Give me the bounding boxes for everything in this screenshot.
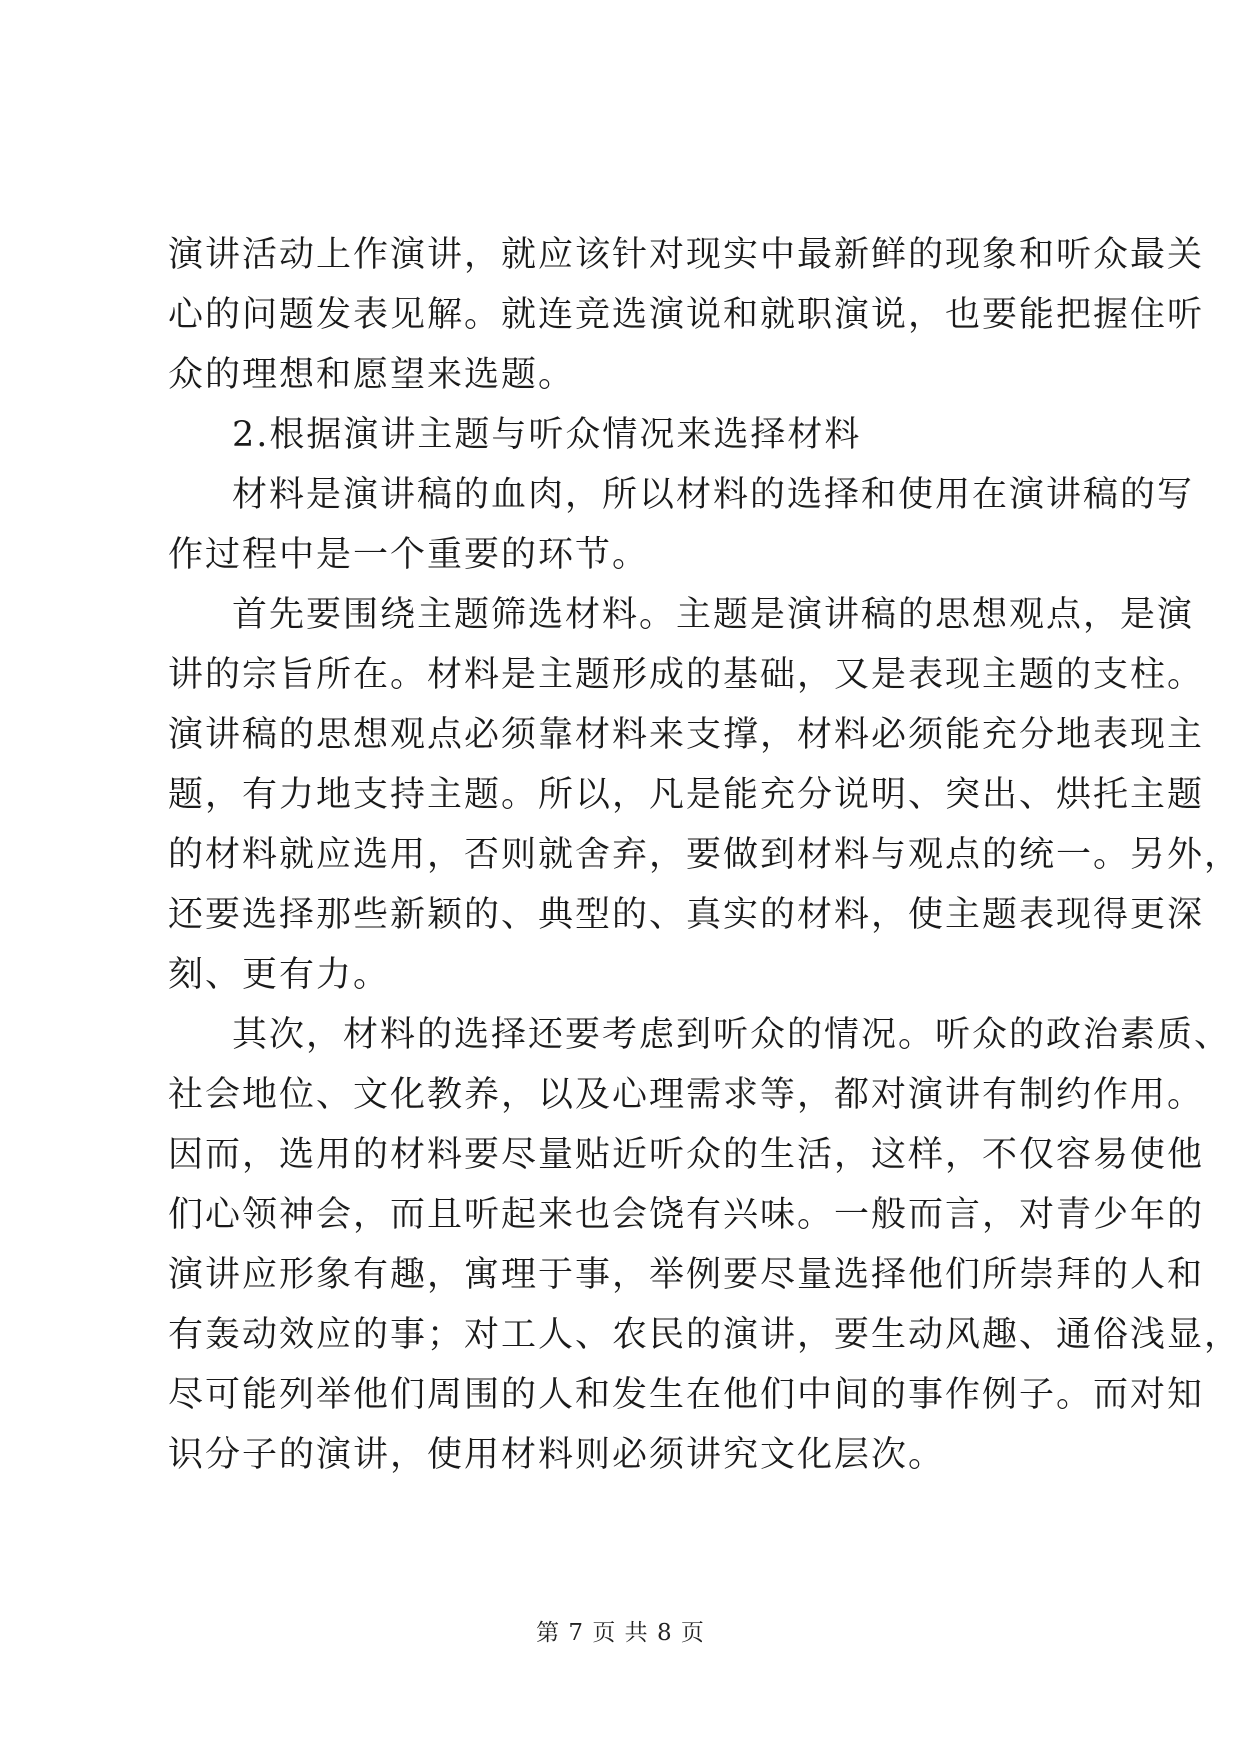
page-number-footer: 第 7 页 共 8 页 (536, 1620, 705, 1646)
text-line: 的材料就应选用，否则就舍弃，要做到材料与观点的统一。另外， (168, 835, 1241, 875)
text-line: 演讲活动上作演讲，就应该针对现实中最新鲜的现象和听众最关 (168, 235, 1205, 275)
text-line: 们心领神会，而且听起来也会饶有兴味。一般而言，对青少年的 (168, 1195, 1205, 1235)
text-line: 众的理想和愿望来选题。 (168, 355, 576, 395)
text-line: 识分子的演讲，使用材料则必须讲究文化层次。 (168, 1435, 946, 1475)
text-line: 题，有力地支持主题。所以，凡是能充分说明、突出、烘托主题 (168, 775, 1205, 815)
text-line: 材料是演讲稿的血肉，所以材料的选择和使用在演讲稿的写 (232, 475, 1195, 515)
text-line: 作过程中是一个重要的环节。 (168, 535, 650, 575)
document-body (168, 225, 1241, 1485)
text-line: 其次，材料的选择还要考虑到听众的情况。听众的政治素质、 (232, 1015, 1232, 1055)
section-heading: 2.根据演讲主题与听众情况来选择材料 (232, 415, 862, 455)
text-line: 首先要围绕主题筛选材料。主题是演讲稿的思想观点，是演 (232, 595, 1195, 635)
text-line: 刻、更有力。 (168, 955, 391, 995)
text-line: 演讲应形象有趣，寓理于事，举例要尽量选择他们所崇拜的人和 (168, 1255, 1205, 1295)
text-line: 还要选择那些新颖的、典型的、真实的材料，使主题表现得更深 (168, 895, 1205, 935)
text-line: 讲的宗旨所在。材料是主题形成的基础，又是表现主题的支柱。 (168, 655, 1205, 695)
text-line: 尽可能列举他们周围的人和发生在他们中间的事作例子。而对知 (168, 1375, 1205, 1415)
text-line: 有轰动效应的事；对工人、农民的演讲，要生动风趣、通俗浅显， (168, 1315, 1241, 1355)
text-line: 因而，选用的材料要尽量贴近听众的生活，这样，不仅容易使他 (168, 1135, 1205, 1175)
text-line: 社会地位、文化教养，以及心理需求等，都对演讲有制约作用。 (168, 1075, 1205, 1115)
text-line: 演讲稿的思想观点必须靠材料来支撑，材料必须能充分地表现主 (168, 715, 1205, 755)
text-line: 心的问题发表见解。就连竞选演说和就职演说，也要能把握住听 (168, 295, 1205, 335)
